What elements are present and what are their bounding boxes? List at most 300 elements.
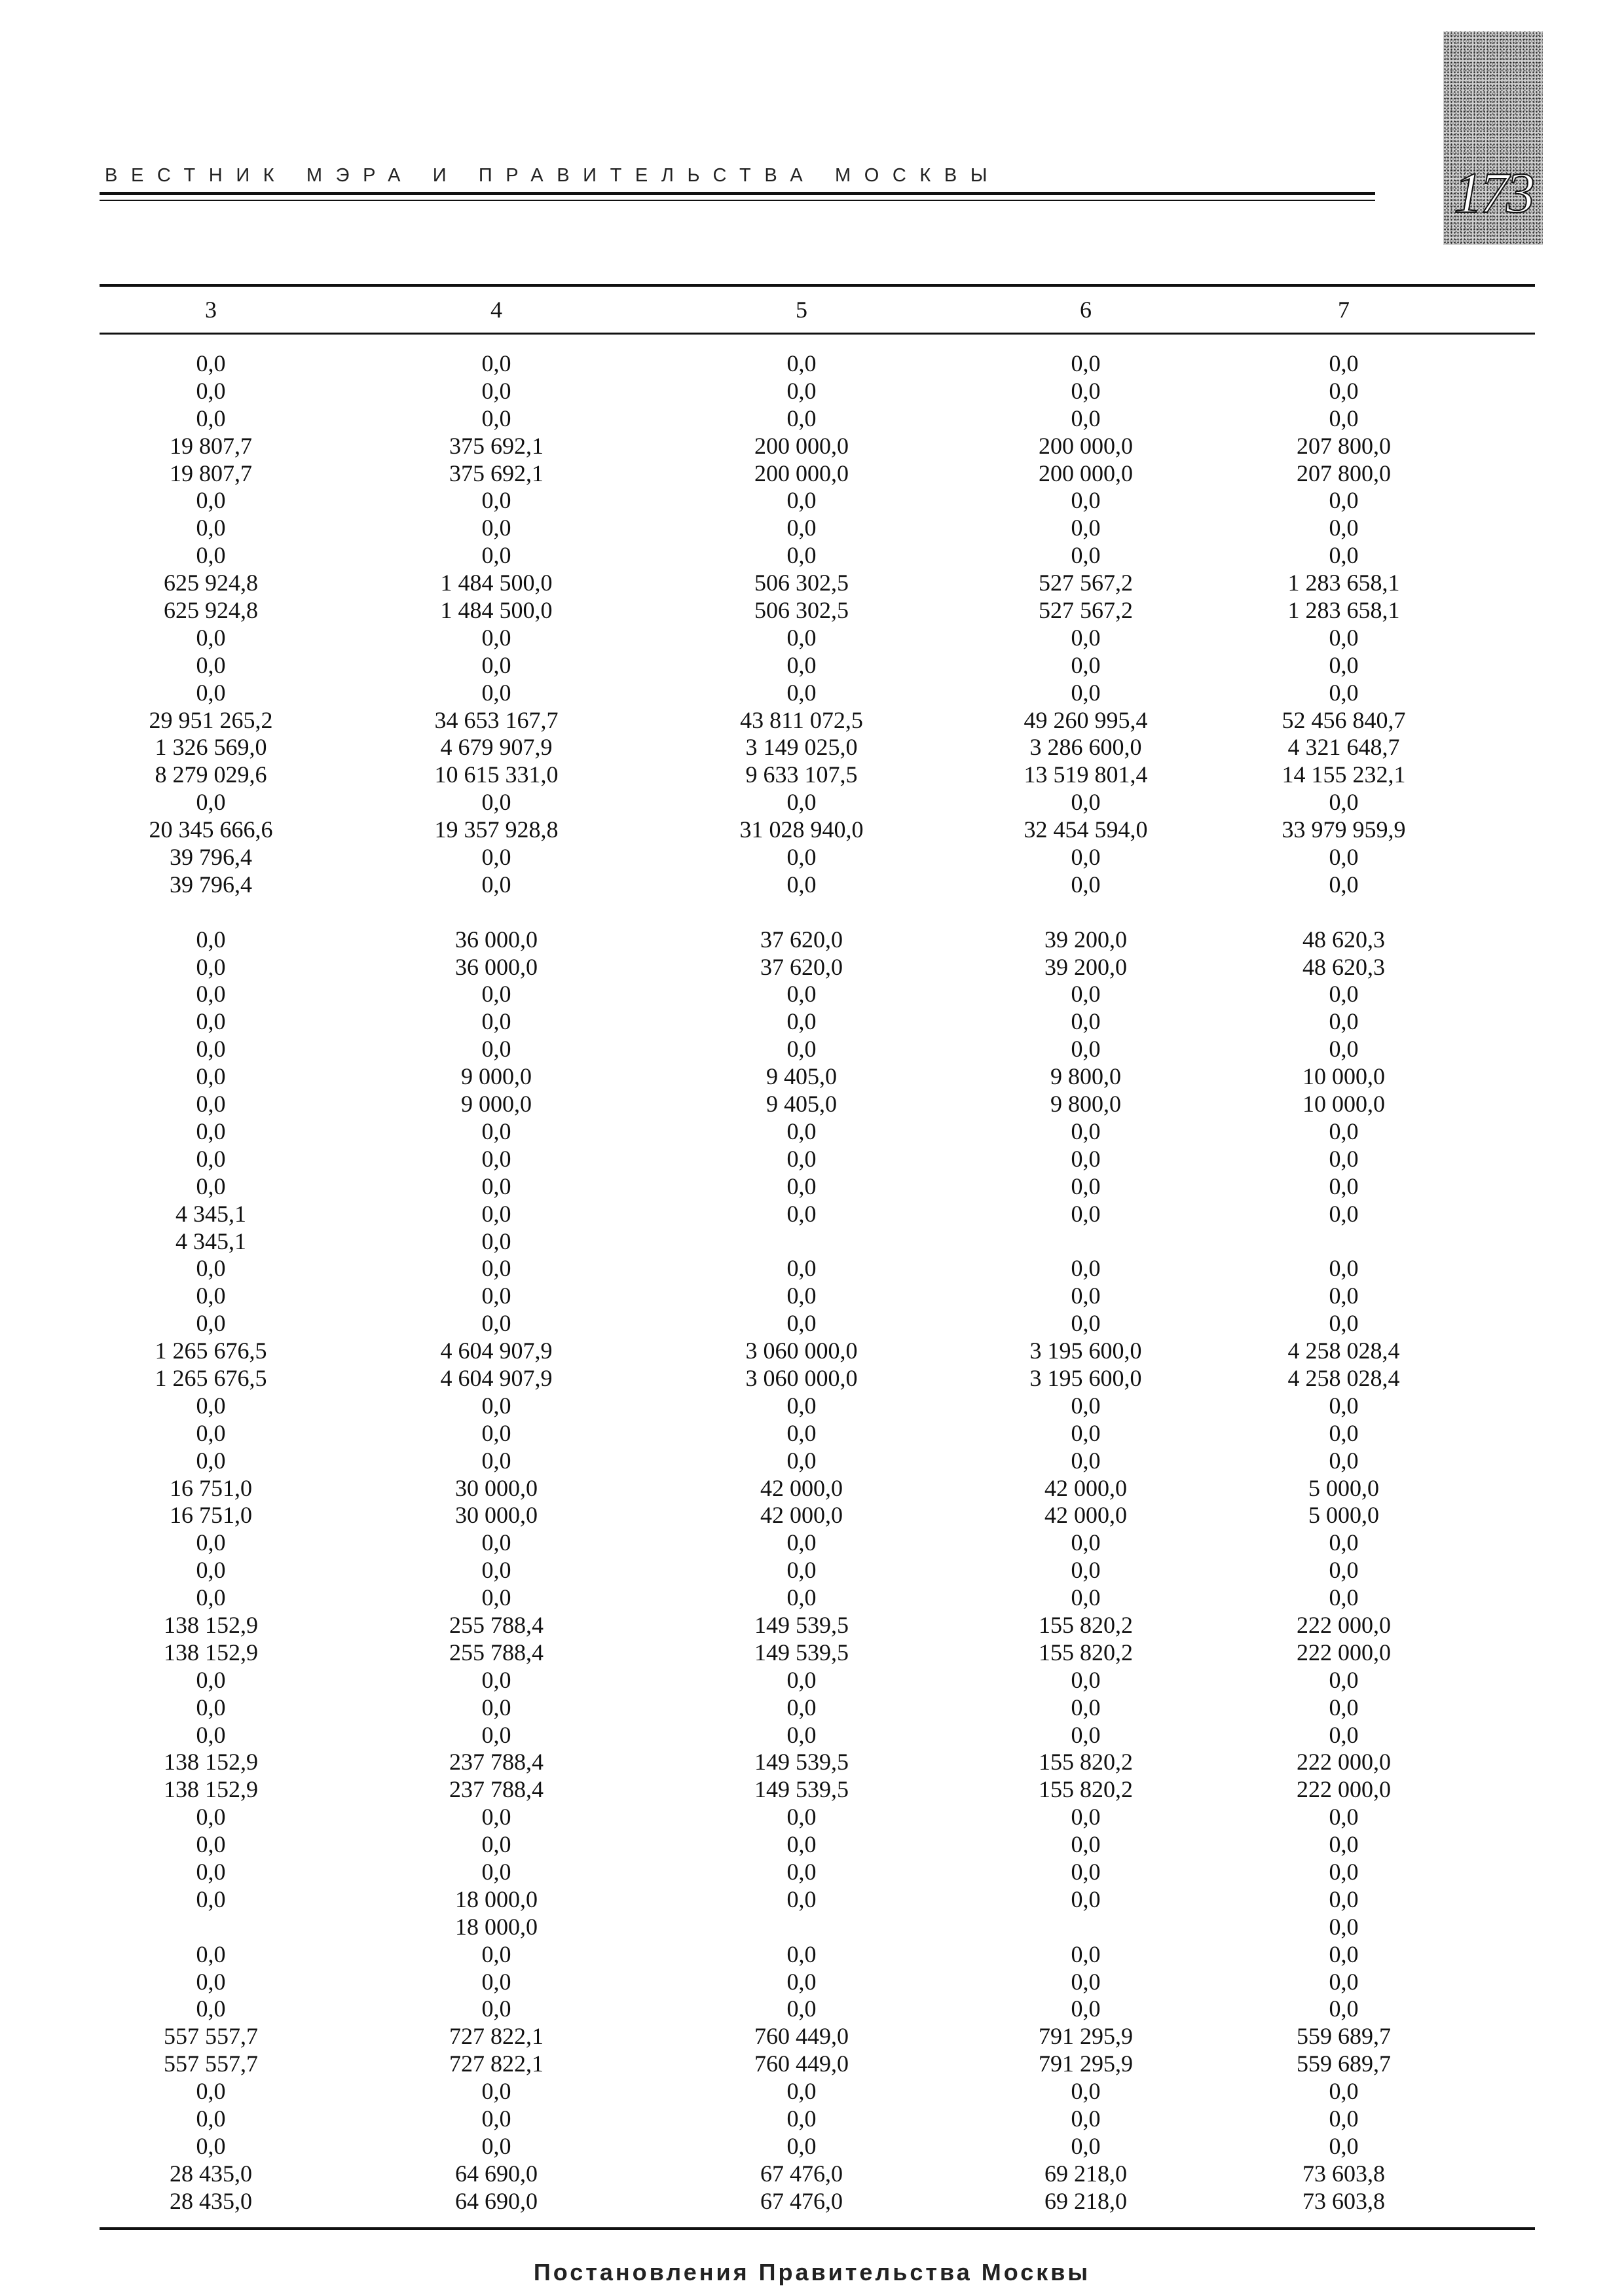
- table-cell: 0,0: [481, 1118, 511, 1144]
- table-cell: 20 345 666,6: [149, 816, 273, 843]
- table-cell: 0,0: [481, 1941, 511, 1967]
- table-cell: [1193, 899, 1494, 926]
- table-cell: 0,0: [196, 2105, 226, 2132]
- table-cell: 3 060 000,0: [745, 1338, 858, 1364]
- table-cell: 30 000,0: [455, 1502, 538, 1529]
- table-cell: 0,0: [1071, 1529, 1101, 1556]
- table-cell: 0,0: [786, 1721, 817, 1748]
- table-cell: 0,0: [1071, 679, 1101, 706]
- table-cell: 9 000,0: [461, 1091, 532, 1118]
- table-cell: 0,0: [1071, 1255, 1101, 1282]
- table-cell: 0,0: [1071, 1310, 1101, 1337]
- table-cell: 10 615 331,0: [434, 761, 559, 788]
- table-cell: 625 924,8: [164, 570, 258, 596]
- table-cell: 0,0: [1329, 1858, 1359, 1885]
- table-cell: 0,0: [786, 1968, 817, 1995]
- table-cell: 19 807,7: [170, 432, 252, 459]
- table-cell: 5 000,0: [1308, 1474, 1379, 1501]
- table-cell: 138 152,9: [164, 1611, 258, 1638]
- table-cell: 255 788,4: [449, 1639, 544, 1666]
- table-cell: 10 000,0: [1302, 1063, 1385, 1090]
- table-cell: [60, 1914, 361, 1941]
- table-cell: 0,0: [1329, 2132, 1359, 2159]
- table-cell: 0,0: [1071, 2078, 1101, 2105]
- table-cell: 0,0: [481, 1145, 511, 1172]
- table-cell: 0,0: [786, 405, 817, 431]
- table-cell: 0,0: [196, 1091, 226, 1118]
- table-cell: 0,0: [786, 1036, 817, 1063]
- table-cell: 0,0: [481, 350, 511, 376]
- table-cell: 0,0: [1071, 1036, 1101, 1063]
- table-cell: 0,0: [1071, 1392, 1101, 1419]
- table-cell: 0,0: [481, 1255, 511, 1282]
- table-cell: 207 800,0: [1297, 460, 1391, 486]
- table-cell: 0,0: [1071, 1283, 1101, 1309]
- table-cell: 0,0: [1329, 1200, 1359, 1227]
- table-cell: 0,0: [786, 1694, 817, 1721]
- table-cell: 0,0: [786, 487, 817, 514]
- table-cell: 0,0: [1329, 487, 1359, 514]
- table-cell: 36 000,0: [455, 953, 538, 980]
- table-cell: 28 435,0: [170, 2187, 252, 2214]
- table-cell: 0,0: [196, 1584, 226, 1611]
- table-cell: 0,0: [1071, 1557, 1101, 1584]
- table-cell: 0,0: [196, 1063, 226, 1090]
- table-cell: 43 811 072,5: [740, 706, 863, 733]
- table-cell: 0,0: [196, 1392, 226, 1419]
- table-cell: 506 302,5: [754, 597, 849, 624]
- table-cell: 0,0: [1329, 2105, 1359, 2132]
- table-cell: 9 800,0: [1050, 1063, 1121, 1090]
- table-cell: 0,0: [1329, 844, 1359, 871]
- table-cell: 0,0: [786, 542, 817, 569]
- table-cell: 34 653 167,7: [434, 706, 559, 733]
- table-cell: 0,0: [1329, 1283, 1359, 1309]
- table-cell: 791 295,9: [1039, 2050, 1133, 2077]
- table-cell: 1 484 500,0: [440, 570, 553, 596]
- table-cell: 0,0: [481, 1228, 511, 1254]
- table-cell: 0,0: [481, 1310, 511, 1337]
- table-cell: [1193, 1228, 1494, 1256]
- table-cell: 0,0: [196, 1721, 226, 1748]
- table-cell: 0,0: [481, 624, 511, 651]
- table-cell: 9 633 107,5: [745, 761, 858, 788]
- table-cell: 29 951 265,2: [149, 706, 273, 733]
- table-cell: 0,0: [1071, 350, 1101, 376]
- table-cell: 0,0: [196, 1694, 226, 1721]
- table-cell: 791 295,9: [1039, 2023, 1133, 2050]
- table-cell: 0,0: [196, 981, 226, 1008]
- table-cell: 0,0: [481, 844, 511, 871]
- table-cell: 0,0: [1071, 1721, 1101, 1748]
- table-cell: 19 357 928,8: [434, 816, 559, 843]
- table-cell: 0,0: [786, 515, 817, 541]
- table-cell: 0,0: [196, 624, 226, 651]
- table-cell: 0,0: [481, 789, 511, 816]
- table-cell: 32 454 594,0: [1024, 816, 1148, 843]
- table-top-rule: [100, 284, 1535, 287]
- table-cell: 200 000,0: [754, 460, 849, 486]
- table-cell: 0,0: [786, 1529, 817, 1556]
- table-cell: 0,0: [786, 1941, 817, 1967]
- table-cell: 0,0: [196, 1529, 226, 1556]
- table-cell: 0,0: [1329, 651, 1359, 678]
- table-cell: 222 000,0: [1297, 1639, 1391, 1666]
- table-cell: 0,0: [786, 844, 817, 871]
- table-cell: 0,0: [481, 1804, 511, 1831]
- table-cell: 375 692,1: [449, 460, 544, 486]
- table-cell: 0,0: [196, 679, 226, 706]
- table-cell: 0,0: [1329, 1804, 1359, 1831]
- table-cell: 0,0: [1329, 1036, 1359, 1063]
- table-cell: 0,0: [1071, 1995, 1101, 2022]
- table-cell: 155 820,2: [1039, 1749, 1133, 1776]
- table-cell: 0,0: [1329, 1173, 1359, 1199]
- table-cell: 0,0: [1071, 405, 1101, 431]
- table-cell: 4 679 907,9: [440, 734, 553, 761]
- table-cell: 0,0: [196, 1858, 226, 1885]
- table-cell: 0,0: [1329, 1968, 1359, 1995]
- table-cell: 0,0: [1329, 871, 1359, 898]
- table-cell: 1 265 676,5: [155, 1338, 267, 1364]
- table-cell: 0,0: [481, 1173, 511, 1199]
- table-cell: 3 195 600,0: [1029, 1364, 1142, 1391]
- table-cell: 0,0: [1329, 789, 1359, 816]
- table-cell: 0,0: [1329, 1529, 1359, 1556]
- table-cell: 0,0: [1071, 1145, 1101, 1172]
- table-cell: 237 788,4: [449, 1749, 544, 1776]
- table-cell: 0,0: [196, 1995, 226, 2022]
- table-cell: 559 689,7: [1297, 2023, 1391, 2050]
- table-cell: 0,0: [1071, 981, 1101, 1008]
- column-header-5: 5: [796, 297, 807, 323]
- table-cell: 155 820,2: [1039, 1639, 1133, 1666]
- table-cell: 0,0: [786, 1886, 817, 1912]
- table-cell: 39 796,4: [170, 871, 252, 898]
- table-cell: 0,0: [786, 1145, 817, 1172]
- table-cell: 0,0: [196, 1557, 226, 1584]
- table-cell: 0,0: [1071, 1831, 1101, 1858]
- table-cell: 559 689,7: [1297, 2050, 1391, 2077]
- table-cell: 207 800,0: [1297, 432, 1391, 459]
- table-column-3: [60, 350, 361, 2215]
- table-cell: 0,0: [786, 2078, 817, 2105]
- table-cell: 3 286 600,0: [1029, 734, 1142, 761]
- table-cell: 42 000,0: [1044, 1474, 1127, 1501]
- table-cell: 0,0: [196, 1831, 226, 1858]
- table-cell: 0,0: [1329, 1721, 1359, 1748]
- table-cell: 0,0: [1329, 1392, 1359, 1419]
- table-cell: 0,0: [786, 871, 817, 898]
- table-cell: 138 152,9: [164, 1749, 258, 1776]
- table-cell: 0,0: [1071, 2132, 1101, 2159]
- table-cell: 0,0: [1329, 350, 1359, 376]
- table-cell: 0,0: [1329, 679, 1359, 706]
- table-cell: 49 260 995,4: [1024, 706, 1148, 733]
- table-cell: 1 265 676,5: [155, 1364, 267, 1391]
- table-cell: 0,0: [196, 1886, 226, 1912]
- table-cell: 0,0: [1329, 1419, 1359, 1446]
- table-cell: 0,0: [1071, 1173, 1101, 1199]
- table-cell: 506 302,5: [754, 570, 849, 596]
- table-cell: 0,0: [1329, 377, 1359, 404]
- table-cell: 0,0: [1071, 1804, 1101, 1831]
- table-cell: 0,0: [196, 542, 226, 569]
- table-cell: 0,0: [196, 1173, 226, 1199]
- column-header-3: 3: [205, 297, 217, 323]
- table-cell: 0,0: [1329, 1941, 1359, 1967]
- table-cell: 0,0: [1329, 1447, 1359, 1474]
- table-cell: 39 200,0: [1044, 953, 1127, 980]
- table-cell: 0,0: [786, 789, 817, 816]
- table-cell: 1 326 569,0: [155, 734, 267, 761]
- table-cell: 0,0: [786, 350, 817, 376]
- table-cell: 9 405,0: [766, 1063, 837, 1090]
- table-cell: 0,0: [196, 1145, 226, 1172]
- table-cell: 0,0: [786, 981, 817, 1008]
- table-cell: 0,0: [1329, 405, 1359, 431]
- table-cell: 0,0: [481, 2132, 511, 2159]
- table-cell: 760 449,0: [754, 2050, 849, 2077]
- table-cell: [935, 1914, 1236, 1941]
- column-header-6: 6: [1080, 297, 1092, 323]
- table-cell: 0,0: [786, 651, 817, 678]
- table-cell: 0,0: [1329, 2078, 1359, 2105]
- table-cell: 4 258 028,4: [1287, 1338, 1400, 1364]
- table-cell: 0,0: [481, 1831, 511, 1858]
- table-cell: 4 604 907,9: [440, 1338, 553, 1364]
- table-cell: 10 000,0: [1302, 1091, 1385, 1118]
- table-cell: 36 000,0: [455, 926, 538, 953]
- table-cell: 0,0: [196, 1941, 226, 1967]
- table-cell: 0,0: [786, 1804, 817, 1831]
- table-cell: 0,0: [786, 1557, 817, 1584]
- table-cell: 0,0: [786, 1584, 817, 1611]
- table-cell: 0,0: [786, 1858, 817, 1885]
- table-cell: 0,0: [1329, 1310, 1359, 1337]
- table-cell: 3 195 600,0: [1029, 1338, 1142, 1364]
- table-column-7: [1193, 350, 1494, 2215]
- table-cell: 0,0: [196, 377, 226, 404]
- table-cell: 48 620,3: [1302, 926, 1385, 953]
- table-cell: 0,0: [196, 1968, 226, 1995]
- table-cell: 0,0: [1071, 789, 1101, 816]
- table-cell: 0,0: [786, 624, 817, 651]
- table-cell: 0,0: [1071, 1886, 1101, 1912]
- table-cell: 1 283 658,1: [1287, 597, 1400, 624]
- table-cell: 0,0: [1071, 1941, 1101, 1967]
- table-cell: 0,0: [1071, 1584, 1101, 1611]
- table-cell: 0,0: [196, 1255, 226, 1282]
- table-cell: 0,0: [481, 1968, 511, 1995]
- table-cell: 0,0: [1071, 2105, 1101, 2132]
- journal-title: ВЕСТНИК МЭРА И ПРАВИТЕЛЬСТВА МОСКВЫ: [105, 165, 1001, 186]
- table-cell: 16 751,0: [170, 1474, 252, 1501]
- table-bottom-rule: [100, 2227, 1535, 2230]
- table-cell: 39 200,0: [1044, 926, 1127, 953]
- table-cell: 0,0: [196, 350, 226, 376]
- table-cell: 0,0: [1329, 1008, 1359, 1035]
- table-cell: 0,0: [1071, 1419, 1101, 1446]
- table-cell: 149 539,5: [754, 1611, 849, 1638]
- table-cell: 0,0: [1071, 651, 1101, 678]
- table-cell: 0,0: [196, 2132, 226, 2159]
- table-cell: 0,0: [481, 1666, 511, 1693]
- table-cell: 0,0: [196, 1666, 226, 1693]
- table-cell: 73 603,8: [1302, 2187, 1385, 2214]
- table-cell: 0,0: [481, 1995, 511, 2022]
- table-cell: 0,0: [1329, 1886, 1359, 1912]
- table-cell: 0,0: [1071, 377, 1101, 404]
- table-cell: 0,0: [1329, 1118, 1359, 1144]
- table-cell: 9 000,0: [461, 1063, 532, 1090]
- table-column-5: [651, 350, 952, 2215]
- table-cell: [346, 899, 647, 926]
- table-cell: 8 279 029,6: [155, 761, 267, 788]
- table-cell: 0,0: [1071, 515, 1101, 541]
- table-cell: 0,0: [1329, 1557, 1359, 1584]
- table-cell: 0,0: [196, 1447, 226, 1474]
- table-cell: 0,0: [1071, 1968, 1101, 1995]
- table-cell: 37 620,0: [760, 926, 843, 953]
- table-cell: 527 567,2: [1039, 597, 1133, 624]
- table-cell: 237 788,4: [449, 1776, 544, 1803]
- table-cell: 0,0: [786, 1666, 817, 1693]
- table-cell: 155 820,2: [1039, 1611, 1133, 1638]
- header-rule-thin: [100, 200, 1375, 201]
- section-footer-title: Постановления Правительства Москвы: [533, 2259, 1091, 2286]
- table-cell: 0,0: [786, 1392, 817, 1419]
- table-cell: 0,0: [481, 651, 511, 678]
- table-cell: 42 000,0: [1044, 1502, 1127, 1529]
- table-cell: 52 456 840,7: [1282, 706, 1406, 733]
- table-cell: 0,0: [786, 1283, 817, 1309]
- table-cell: 48 620,3: [1302, 953, 1385, 980]
- table-cell: 4 345,1: [175, 1228, 246, 1254]
- table-cell: 727 822,1: [449, 2050, 544, 2077]
- table-cell: 0,0: [1071, 871, 1101, 898]
- table-cell: 0,0: [196, 1118, 226, 1144]
- table-cell: 760 449,0: [754, 2023, 849, 2050]
- table-cell: 3 149 025,0: [745, 734, 858, 761]
- table-cell: 0,0: [786, 1310, 817, 1337]
- table-cell: 255 788,4: [449, 1611, 544, 1638]
- table-cell: 0,0: [196, 953, 226, 980]
- table-cell: 0,0: [481, 1036, 511, 1063]
- table-cell: 14 155 232,1: [1282, 761, 1406, 788]
- table-cell: 9 800,0: [1050, 1091, 1121, 1118]
- table-cell: 4 604 907,9: [440, 1364, 553, 1391]
- table-cell: 19 807,7: [170, 460, 252, 486]
- table-cell: 149 539,5: [754, 1749, 849, 1776]
- table-cell: 0,0: [786, 1255, 817, 1282]
- table-cell: 0,0: [1329, 1145, 1359, 1172]
- table-cell: 0,0: [1071, 1858, 1101, 1885]
- table-cell: 67 476,0: [760, 2187, 843, 2214]
- table-cell: 0,0: [786, 1419, 817, 1446]
- table-cell: 0,0: [481, 1721, 511, 1748]
- table-cell: 0,0: [196, 1310, 226, 1337]
- table-cell: 0,0: [1071, 542, 1101, 569]
- table-cell: 0,0: [786, 2105, 817, 2132]
- table-cell: 0,0: [1329, 1255, 1359, 1282]
- table-cell: 0,0: [196, 1008, 226, 1035]
- table-cell: 0,0: [786, 1831, 817, 1858]
- table-cell: 5 000,0: [1308, 1502, 1379, 1529]
- table-cell: 0,0: [481, 981, 511, 1008]
- table-column-6: [935, 350, 1236, 2215]
- column-header-7: 7: [1338, 297, 1350, 323]
- table-cell: 0,0: [1071, 1118, 1101, 1144]
- table-cell: 0,0: [1329, 1666, 1359, 1693]
- table-cell: 0,0: [786, 1447, 817, 1474]
- page-number-tile: [1443, 31, 1543, 245]
- table-cell: 149 539,5: [754, 1776, 849, 1803]
- table-cell: [935, 1228, 1236, 1256]
- table-cell: 0,0: [196, 1419, 226, 1446]
- table-cell: 0,0: [196, 1283, 226, 1309]
- table-cell: 0,0: [196, 651, 226, 678]
- table-cell: 375 692,1: [449, 432, 544, 459]
- table-cell: 0,0: [196, 926, 226, 953]
- table-cell: [651, 899, 952, 926]
- table-cell: 37 620,0: [760, 953, 843, 980]
- table-cell: 13 519 801,4: [1024, 761, 1148, 788]
- table-cell: 0,0: [196, 2078, 226, 2105]
- table-cell: 0,0: [1071, 1008, 1101, 1035]
- table-cell: [651, 1228, 952, 1256]
- table-cell: 0,0: [786, 1200, 817, 1227]
- table-cell: 39 796,4: [170, 844, 252, 871]
- table-cell: [935, 899, 1236, 926]
- table-cell: 0,0: [481, 1008, 511, 1035]
- table-cell: 0,0: [1071, 1200, 1101, 1227]
- table-cell: 64 690,0: [455, 2187, 538, 2214]
- table-cell: 42 000,0: [760, 1502, 843, 1529]
- table-cell: 64 690,0: [455, 2160, 538, 2187]
- table-cell: 0,0: [481, 2105, 511, 2132]
- table-cell: 0,0: [196, 1804, 226, 1831]
- table-cell: 0,0: [481, 405, 511, 431]
- table-cell: 0,0: [481, 1419, 511, 1446]
- table-cell: 0,0: [1071, 844, 1101, 871]
- table-cell: 0,0: [481, 1557, 511, 1584]
- table-cell: 30 000,0: [455, 1474, 538, 1501]
- table-cell: 67 476,0: [760, 2160, 843, 2187]
- table-cell: 0,0: [1071, 1694, 1101, 1721]
- table-cell: 0,0: [481, 1283, 511, 1309]
- table-cell: 0,0: [481, 515, 511, 541]
- table-cell: 0,0: [481, 1447, 511, 1474]
- table-cell: 200 000,0: [1039, 460, 1133, 486]
- table-cell: 0,0: [481, 679, 511, 706]
- table-cell: 42 000,0: [760, 1474, 843, 1501]
- table-cell: 222 000,0: [1297, 1749, 1391, 1776]
- column-header-4: 4: [490, 297, 502, 323]
- table-cell: 16 751,0: [170, 1502, 252, 1529]
- table-cell: 69 218,0: [1044, 2187, 1127, 2214]
- table-cell: 0,0: [786, 2132, 817, 2159]
- table-cell: 0,0: [196, 515, 226, 541]
- table-cell: 69 218,0: [1044, 2160, 1127, 2187]
- table-cell: 0,0: [481, 1392, 511, 1419]
- table-cell: 557 557,7: [164, 2050, 258, 2077]
- table-cell: 0,0: [1071, 1666, 1101, 1693]
- table-cell: 0,0: [786, 1173, 817, 1199]
- table-cell: 625 924,8: [164, 597, 258, 624]
- table-cell: 0,0: [1329, 1913, 1359, 1940]
- table-cell: 28 435,0: [170, 2160, 252, 2187]
